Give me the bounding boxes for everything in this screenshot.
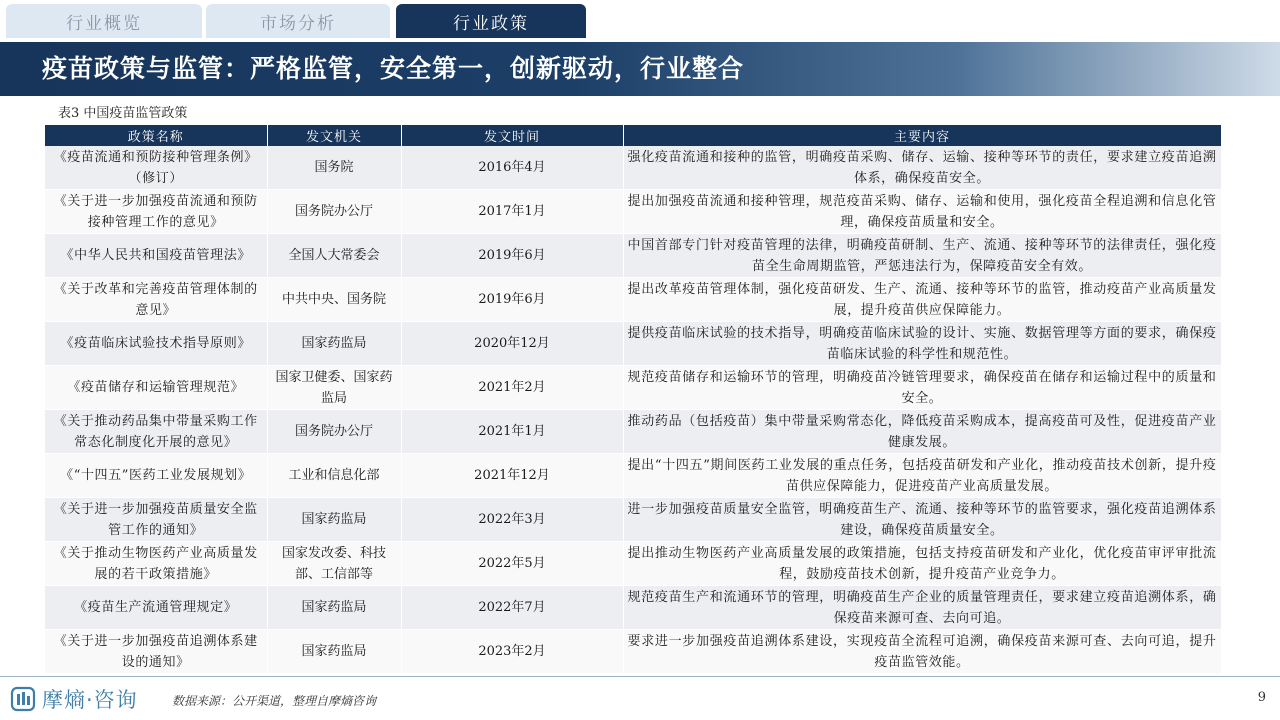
cell-content: 中国首部专门针对疫苗管理的法律，明确疫苗研制、生产、流通、接种等环节的法律责任，强化疫苗全生命周期监管，严惩违法行为，保障疫苗安全有效。 xyxy=(623,234,1221,278)
cell-agency: 国家发改委、科技部、工信部等 xyxy=(267,542,401,586)
cell-policy-name: 《关于进一步加强疫苗追溯体系建设的通知》 xyxy=(45,630,267,674)
logo-icon xyxy=(10,686,36,712)
cell-agency: 国家药监局 xyxy=(267,322,401,366)
tab-market-analysis[interactable]: 市场分析 xyxy=(206,4,390,38)
table-row xyxy=(45,498,1221,542)
table-row xyxy=(45,234,1221,278)
cell-content: 提出推动生物医药产业高质量发展的政策措施，包括支持疫苗研发和产业化，优化疫苗审评审批流程，鼓励疫苗技术创新，提升疫苗产业竞争力。 xyxy=(623,542,1221,586)
cell-policy-name: 《关于推动药品集中带量采购工作常态化制度化开展的意见》 xyxy=(45,410,267,454)
cell-agency: 工业和信息化部 xyxy=(267,454,401,498)
tab-bar xyxy=(0,0,1280,40)
cell-policy-name: 《关于进一步加强疫苗流通和预防接种管理工作的意见》 xyxy=(45,190,267,234)
table-caption: 表3 中国疫苗监管政策 xyxy=(58,106,188,121)
data-source-note: 数据来源：公开渠道，整理自摩熵咨询 xyxy=(172,694,377,708)
tab-industry-overview[interactable]: 行业概览 xyxy=(6,4,202,38)
page-title: 疫苗政策与监管：严格监管，安全第一，创新驱动，行业整合 xyxy=(42,54,745,83)
table-row xyxy=(45,190,1221,234)
title-banner xyxy=(0,42,1280,96)
page-number: 9 xyxy=(1257,690,1266,705)
cell-date: 2019年6月 xyxy=(401,234,623,278)
cell-date: 2023年2月 xyxy=(401,630,623,674)
cell-content: 规范疫苗生产和流通环节的管理，明确疫苗生产企业的质量管理责任，要求建立疫苗追溯体系，确保疫苗来源可查、去向可追。 xyxy=(623,586,1221,630)
brand-logo xyxy=(10,682,138,716)
cell-agency: 国务院办公厅 xyxy=(267,410,401,454)
cell-agency: 全国人大常委会 xyxy=(267,234,401,278)
cell-content: 进一步加强疫苗质量安全监管，明确疫苗生产、流通、接种等环节的监管要求，强化疫苗追溯体系建设，确保疫苗质量安全。 xyxy=(623,498,1221,542)
cell-agency: 国务院 xyxy=(267,146,401,190)
logo-text: 摩熵·咨询 xyxy=(42,688,138,712)
cell-date: 2020年12月 xyxy=(401,322,623,366)
cell-content: 推动药品（包括疫苗）集中带量采购常态化，降低疫苗采购成本，提高疫苗可及性，促进疫苗产业健康发展。 xyxy=(623,410,1221,454)
table-row xyxy=(45,278,1221,322)
cell-agency: 国家药监局 xyxy=(267,586,401,630)
cell-policy-name: 《疫苗生产流通管理规定》 xyxy=(45,586,267,630)
cell-date: 2022年3月 xyxy=(401,498,623,542)
table-row xyxy=(45,410,1221,454)
cell-agency: 中共中央、国务院 xyxy=(267,278,401,322)
cell-content: 提出改革疫苗管理体制，强化疫苗研发、生产、流通、接种等环节的监管，推动疫苗产业高质量发展，提升疫苗供应保障能力。 xyxy=(623,278,1221,322)
cell-policy-name: 《关于进一步加强疫苗质量安全监管工作的通知》 xyxy=(45,498,267,542)
cell-date: 2019年6月 xyxy=(401,278,623,322)
cell-date: 2017年1月 xyxy=(401,190,623,234)
header-agency: 发文机关 xyxy=(267,125,401,146)
cell-policy-name: 《“十四五”医药工业发展规划》 xyxy=(45,454,267,498)
footer-divider xyxy=(0,676,1280,677)
cell-agency: 国家药监局 xyxy=(267,630,401,674)
cell-content: 要求进一步加强疫苗追溯体系建设，实现疫苗全流程可追溯，确保疫苗来源可查、去向可追，提升疫苗监管效能。 xyxy=(623,630,1221,674)
cell-policy-name: 《关于推动生物医药产业高质量发展的若干政策措施》 xyxy=(45,542,267,586)
table-row xyxy=(45,630,1221,674)
cell-content: 规范疫苗储存和运输环节的管理，明确疫苗冷链管理要求，确保疫苗在储存和运输过程中的质量和安全。 xyxy=(623,366,1221,410)
cell-policy-name: 《关于改革和完善疫苗管理体制的意见》 xyxy=(45,278,267,322)
table-row xyxy=(45,542,1221,586)
header-date: 发文时间 xyxy=(401,125,623,146)
cell-date: 2016年4月 xyxy=(401,146,623,190)
header-content: 主要内容 xyxy=(623,125,1221,146)
cell-policy-name: 《疫苗储存和运输管理规范》 xyxy=(45,366,267,410)
cell-date: 2021年2月 xyxy=(401,366,623,410)
tab-industry-policy[interactable]: 行业政策 xyxy=(396,4,586,38)
cell-content: 提出“十四五”期间医药工业发展的重点任务，包括疫苗研发和产业化，推动疫苗技术创新，提升疫苗供应保障能力，促进疫苗产业高质量发展。 xyxy=(623,454,1221,498)
policy-table xyxy=(45,125,1222,674)
cell-agency: 国家药监局 xyxy=(267,498,401,542)
cell-date: 2022年7月 xyxy=(401,586,623,630)
cell-policy-name: 《疫苗临床试验技术指导原则》 xyxy=(45,322,267,366)
cell-content: 提出加强疫苗流通和接种管理，规范疫苗采购、储存、运输和使用，强化疫苗全程追溯和信息化管理，确保疫苗质量和安全。 xyxy=(623,190,1221,234)
table-row xyxy=(45,322,1221,366)
table-row xyxy=(45,454,1221,498)
table-row xyxy=(45,146,1221,190)
cell-date: 2021年1月 xyxy=(401,410,623,454)
cell-content: 强化疫苗流通和接种的监管，明确疫苗采购、储存、运输、接种等环节的责任，要求建立疫苗追溯体系，确保疫苗安全。 xyxy=(623,146,1221,190)
table-header-row xyxy=(45,125,1221,146)
cell-policy-name: 《中华人民共和国疫苗管理法》 xyxy=(45,234,267,278)
cell-policy-name: 《疫苗流通和预防接种管理条例》（修订） xyxy=(45,146,267,190)
cell-agency: 国家卫健委、国家药监局 xyxy=(267,366,401,410)
cell-agency: 国务院办公厅 xyxy=(267,190,401,234)
cell-date: 2021年12月 xyxy=(401,454,623,498)
table-row xyxy=(45,366,1221,410)
cell-content: 提供疫苗临床试验的技术指导，明确疫苗临床试验的设计、实施、数据管理等方面的要求，确保疫苗临床试验的科学性和规范性。 xyxy=(623,322,1221,366)
header-policy-name: 政策名称 xyxy=(45,125,267,146)
table-row xyxy=(45,586,1221,630)
cell-date: 2022年5月 xyxy=(401,542,623,586)
